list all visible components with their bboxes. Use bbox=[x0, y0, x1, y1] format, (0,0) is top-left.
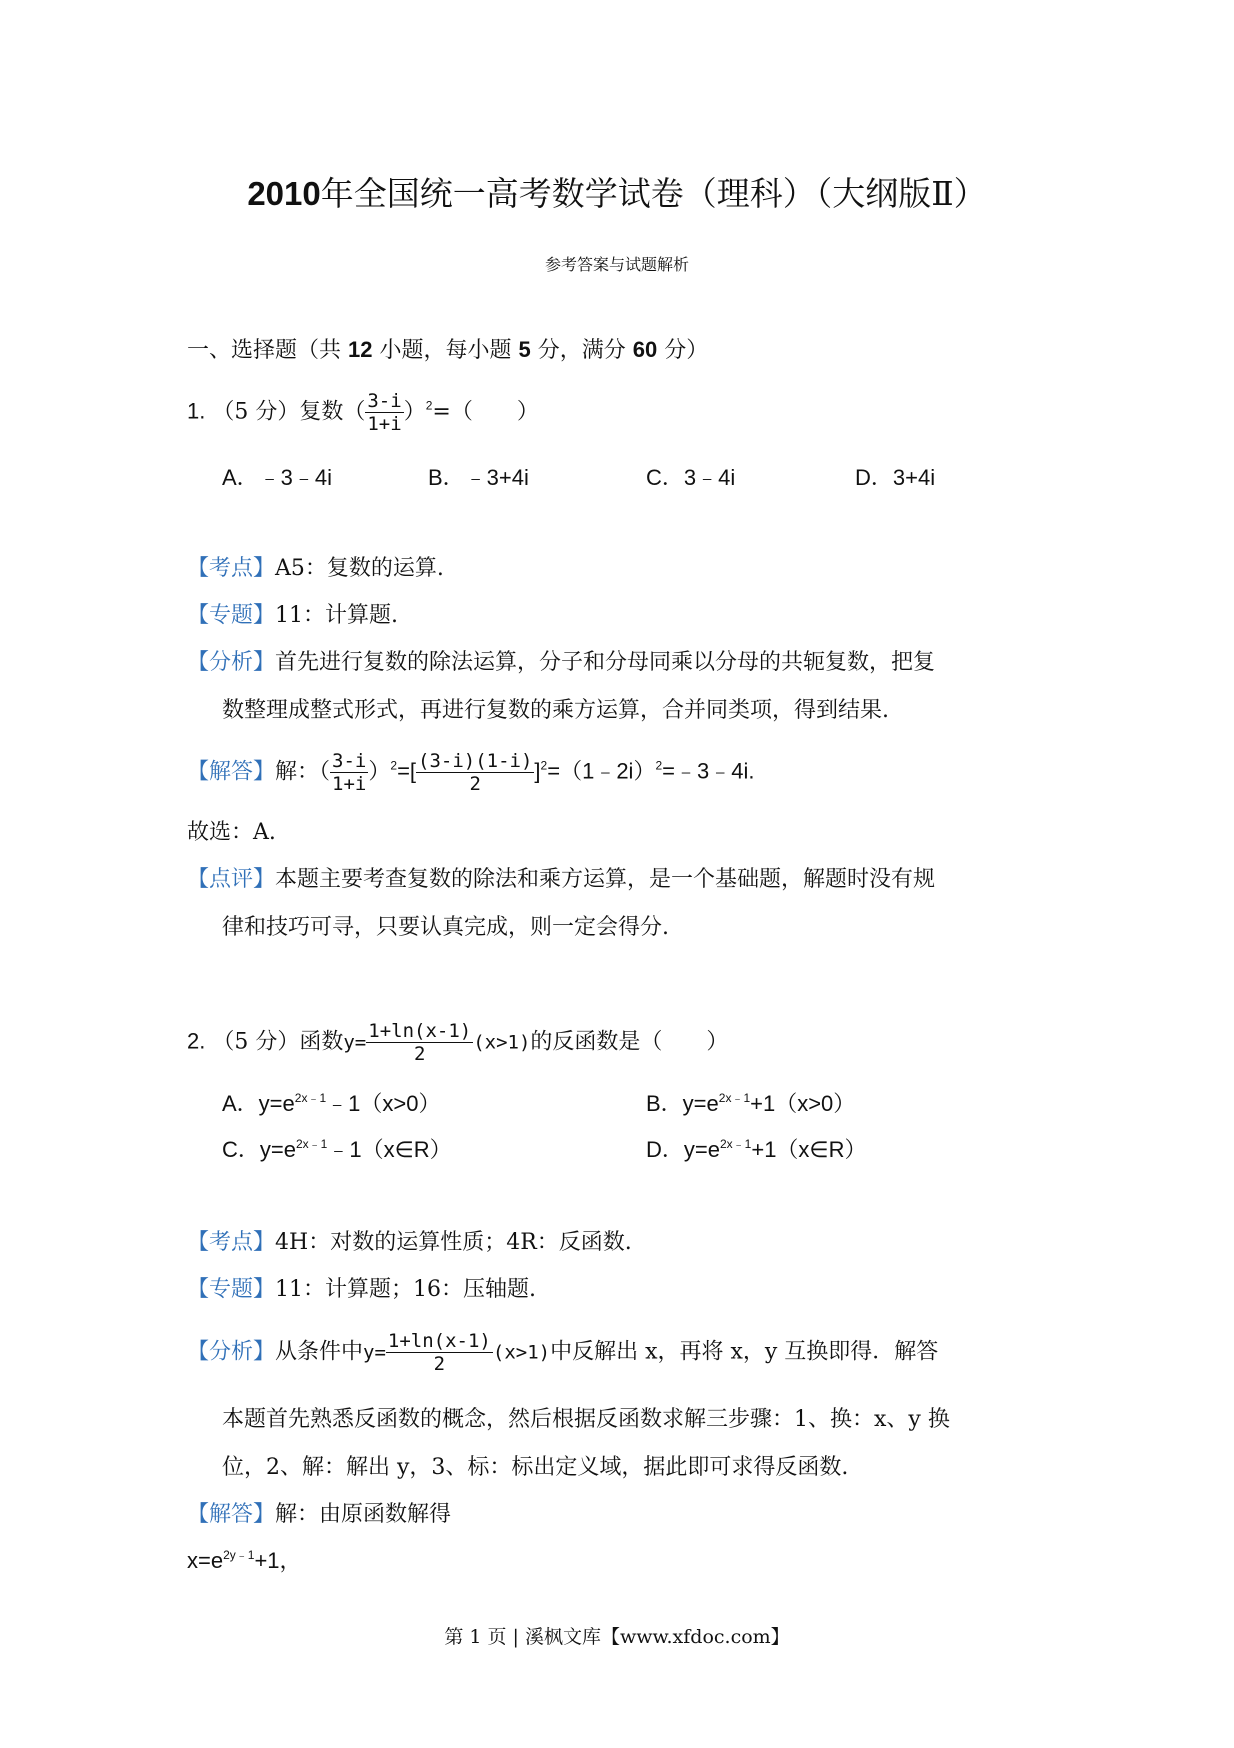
jieda-fraction bbox=[330, 750, 368, 795]
zhuanti-text: 11：计算题；16：压轴题. bbox=[275, 1277, 536, 1302]
q1-after: ） bbox=[403, 399, 426, 425]
fenxi-y-eq: y= bbox=[363, 1341, 386, 1364]
q1-fenxi bbox=[187, 645, 935, 676]
q1-frac-num: 3-i bbox=[367, 390, 402, 412]
q2-frac-den: 2 bbox=[414, 1043, 426, 1065]
q1-zhuanti bbox=[187, 598, 398, 629]
opt-d-sup: 2x﹣1 bbox=[719, 1137, 752, 1151]
q2-stem bbox=[187, 1020, 728, 1065]
fenxi-line1: 首先进行复数的除法运算，分子和分母同乘以分母的共轭复数，把复 bbox=[275, 650, 936, 675]
fenxi-frac-num: 1+ln(x-1) bbox=[387, 1330, 491, 1352]
q2-fenxi bbox=[187, 1330, 938, 1375]
jieda-mid4: =（1﹣2i） bbox=[547, 758, 656, 784]
q2-cond: (x>1) bbox=[473, 1031, 531, 1054]
fenxi-post: 中反解出 x，再将 x，y 互换即得．解答 bbox=[550, 1339, 939, 1365]
q2-option-c bbox=[222, 1133, 452, 1164]
fenxi-tag: 【分析】 bbox=[187, 1339, 276, 1365]
q1-tail: =（ ） bbox=[432, 399, 539, 425]
q2-last-line bbox=[187, 1544, 302, 1575]
jieda-tag: 【解答】 bbox=[187, 759, 276, 785]
dianping-line1: 本题主要考查复数的除法和乘方运算，是一个基础题，解题时没有规 bbox=[275, 867, 936, 892]
q2-y-eq: y= bbox=[343, 1031, 367, 1054]
fenxi-pre: 从条件中 bbox=[275, 1339, 364, 1365]
q1-frac-den: 1+i bbox=[367, 413, 402, 435]
opt-d-pre: D．y=e bbox=[646, 1137, 720, 1162]
q2-option-a bbox=[222, 1087, 440, 1118]
q1-option-d: D．3+4i bbox=[855, 465, 936, 490]
document-subtitle: 参考答案与试题解析 bbox=[544, 255, 689, 274]
q1-option-b: B．﹣3+4i bbox=[428, 465, 529, 490]
score-total: 60 bbox=[632, 337, 658, 362]
q1-guxuan: 故选：A. bbox=[187, 820, 276, 845]
section-mid1: 小题，每小题 bbox=[372, 338, 519, 363]
kaodian-tag: 【考点】 bbox=[187, 556, 276, 581]
section-header bbox=[187, 333, 708, 364]
jieda-sup1: 2 bbox=[390, 758, 398, 773]
jieda-mid1: ） bbox=[368, 759, 391, 785]
jieda-end: =﹣3﹣4i. bbox=[662, 758, 755, 784]
q2-kaodian bbox=[187, 1225, 632, 1256]
q1-kaodian bbox=[187, 551, 444, 582]
q2-tail: 的反函数是（ ） bbox=[530, 1029, 729, 1055]
jieda-text: 解：由原函数解得 bbox=[275, 1502, 452, 1527]
zhuanti-text: 11：计算题. bbox=[275, 603, 399, 628]
document-title bbox=[0, 168, 1234, 215]
fenxi-tag: 【分析】 bbox=[187, 650, 276, 675]
title-text: 年全国统一高考数学试卷（理科）（大纲版Ⅱ） bbox=[320, 174, 987, 213]
q2-fenxi-line2: 本题首先熟悉反函数的概念，然后根据反函数求解三步骤：1、换：x、y 换 bbox=[222, 1407, 950, 1432]
q1-dianping-line2: 律和技巧可寻，只要认真完成，则一定会得分. bbox=[222, 915, 669, 940]
q2-fraction bbox=[366, 1020, 473, 1065]
last-pre: x=e bbox=[187, 1548, 224, 1573]
opt-b-post: +1（x>0） bbox=[750, 1091, 856, 1116]
q2-score: （5 分）函数 bbox=[212, 1029, 344, 1055]
opt-c-pre: C．y=e bbox=[222, 1137, 296, 1162]
page-footer: 第 1 页 | 溪枫文库【www.xfdoc.com】 bbox=[444, 1626, 790, 1648]
question-count: 12 bbox=[348, 337, 373, 362]
q1-option-a: A．﹣3﹣4i bbox=[222, 465, 333, 490]
fenxi-cond: (x>1) bbox=[492, 1341, 551, 1364]
q1-dianping bbox=[187, 862, 935, 893]
opt-a-pre: A．y=e bbox=[222, 1091, 295, 1116]
opt-a-post: ﹣1（x>0） bbox=[326, 1091, 441, 1116]
jieda-sup2: 2 bbox=[540, 758, 548, 773]
last-post: +1， bbox=[254, 1548, 302, 1573]
q1-option-c: C．3﹣4i bbox=[646, 465, 736, 490]
q1-fraction bbox=[365, 390, 403, 435]
q2-option-d bbox=[646, 1133, 866, 1164]
q1-sup: 2 bbox=[425, 398, 433, 413]
q1-stem bbox=[187, 390, 539, 435]
q2-jieda bbox=[187, 1497, 451, 1528]
jieda-tag: 【解答】 bbox=[187, 1502, 276, 1527]
opt-a-sup: 2x﹣1 bbox=[294, 1091, 327, 1105]
fenxi-frac-den: 2 bbox=[433, 1353, 446, 1375]
jieda-mid2: =[ bbox=[397, 758, 417, 784]
q2-number: 2. bbox=[187, 1028, 206, 1054]
kaodian-tag: 【考点】 bbox=[187, 1230, 276, 1255]
section-prefix: 一、选择题（共 bbox=[187, 338, 348, 363]
fenxi-fraction bbox=[386, 1330, 493, 1375]
q2-frac-num: 1+ln(x-1) bbox=[368, 1020, 472, 1042]
kaodian-text: A5：复数的运算. bbox=[275, 556, 444, 581]
opt-d-post: +1（x∈R） bbox=[751, 1137, 867, 1162]
jieda-frac-num: 3-i bbox=[332, 750, 367, 772]
jieda-frac-den: 1+i bbox=[332, 773, 367, 795]
q1-fenxi-line2: 数整理成整式形式，再进行复数的乘方运算，合并同类项，得到结果. bbox=[222, 698, 889, 723]
q1-score: （5 分）复数（ bbox=[212, 399, 366, 425]
zhuanti-tag: 【专题】 bbox=[187, 603, 276, 628]
jieda-sup3: 2 bbox=[655, 758, 663, 773]
section-mid2: 分，满分 bbox=[530, 338, 633, 363]
q1-jieda bbox=[187, 750, 754, 795]
last-sup: 2y﹣1 bbox=[223, 1548, 255, 1562]
q2-zhuanti bbox=[187, 1272, 536, 1303]
opt-b-sup: 2x﹣1 bbox=[718, 1091, 751, 1105]
q2-fenxi-line3: 位，2、解：解出 y，3、标：标出定义域，据此即可求得反函数. bbox=[222, 1455, 849, 1480]
zhuanti-tag: 【专题】 bbox=[187, 1277, 276, 1302]
opt-b-pre: B．y=e bbox=[646, 1091, 719, 1116]
jieda-mid3: ] bbox=[534, 758, 541, 784]
score-each: 5 bbox=[518, 337, 531, 362]
kaodian-text: 4H：对数的运算性质；4R：反函数. bbox=[275, 1230, 632, 1255]
title-year: 2010 bbox=[247, 175, 321, 212]
opt-c-sup: 2x﹣1 bbox=[295, 1137, 328, 1151]
jieda-frac2-den: 2 bbox=[469, 773, 481, 795]
jieda-fraction2 bbox=[416, 750, 534, 795]
dianping-tag: 【点评】 bbox=[187, 867, 276, 892]
q2-option-b bbox=[646, 1087, 855, 1118]
q1-number: 1. bbox=[187, 398, 206, 424]
jieda-pre: 解：（ bbox=[275, 759, 331, 785]
section-suffix: 分） bbox=[657, 338, 709, 363]
opt-c-post: ﹣1（x∈R） bbox=[327, 1137, 452, 1162]
jieda-frac2-num: (3-i)(1-i) bbox=[418, 750, 533, 772]
